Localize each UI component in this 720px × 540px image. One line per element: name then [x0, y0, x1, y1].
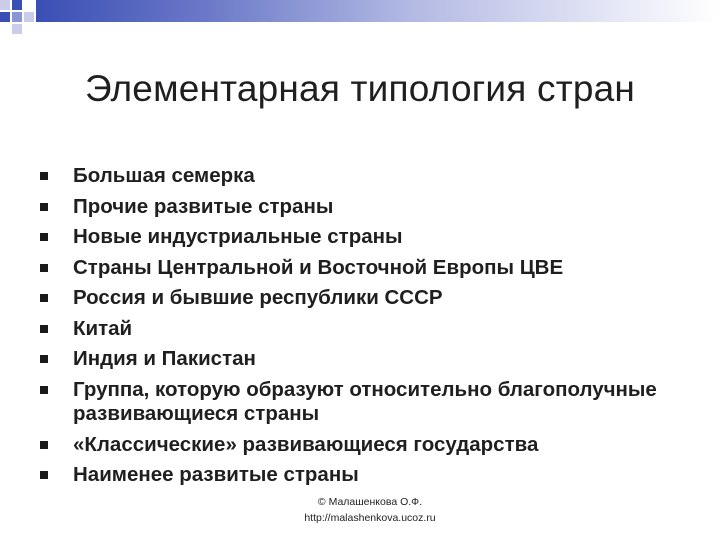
footer-author: © Малашенкова О.Ф. [317, 496, 423, 508]
decor-square-mid [12, 12, 22, 22]
list-item-text: Большая семерка [73, 164, 255, 187]
footer-url[interactable]: http://malashenkova.ucoz.ru [304, 512, 436, 524]
list-item [40, 460, 690, 491]
list-item-text: Россия и бывшие республики СССР [73, 286, 443, 309]
list-item-text: Китай [73, 316, 133, 340]
list-item [40, 192, 690, 223]
decor-square-light [0, 0, 10, 10]
list-item-text: Группа, которую образуют относительно благополучные развивающиеся страны [73, 377, 657, 425]
decor-square-light-2 [24, 12, 34, 22]
list-item-text: Страны Центральной и Восточной Европы ЦВЕ [73, 255, 564, 279]
list-item [40, 375, 690, 430]
list-item [40, 430, 690, 461]
decor-square-blue [12, 0, 22, 10]
list-item [40, 314, 690, 345]
list-item [40, 344, 690, 375]
list-item-text: Индия и Пакистан [73, 347, 256, 370]
footer-credit [270, 494, 470, 526]
decor-gradient-bar [36, 0, 720, 22]
decor-square-light-3 [12, 24, 22, 34]
corner-decoration [0, 0, 720, 40]
list-item-text: «Классические» развивающиеся государства [73, 432, 539, 456]
slide-title: Элементарная типология стран [84, 68, 636, 109]
bullet-square-icon [40, 441, 48, 449]
bullet-square-icon [40, 172, 48, 180]
bullet-square-icon [40, 471, 48, 479]
list-item-text: Прочие развитые страны [73, 194, 334, 218]
decor-square-blue-2 [0, 12, 10, 22]
list-item-text: Наименее развитые страны [73, 463, 359, 486]
list-item-text: Новые индустриальные страны [73, 225, 403, 248]
bullet-list [40, 161, 690, 491]
bullet-square-icon [40, 355, 48, 363]
bullet-square-icon [40, 325, 48, 333]
list-item [40, 161, 690, 192]
list-item [40, 283, 690, 314]
bullet-square-icon [40, 203, 48, 211]
bullet-square-icon [40, 294, 48, 302]
bullet-square-icon [40, 264, 48, 272]
bullet-square-icon [40, 386, 48, 394]
bullet-square-icon [40, 233, 48, 241]
list-item [40, 253, 690, 284]
list-item [40, 222, 690, 253]
